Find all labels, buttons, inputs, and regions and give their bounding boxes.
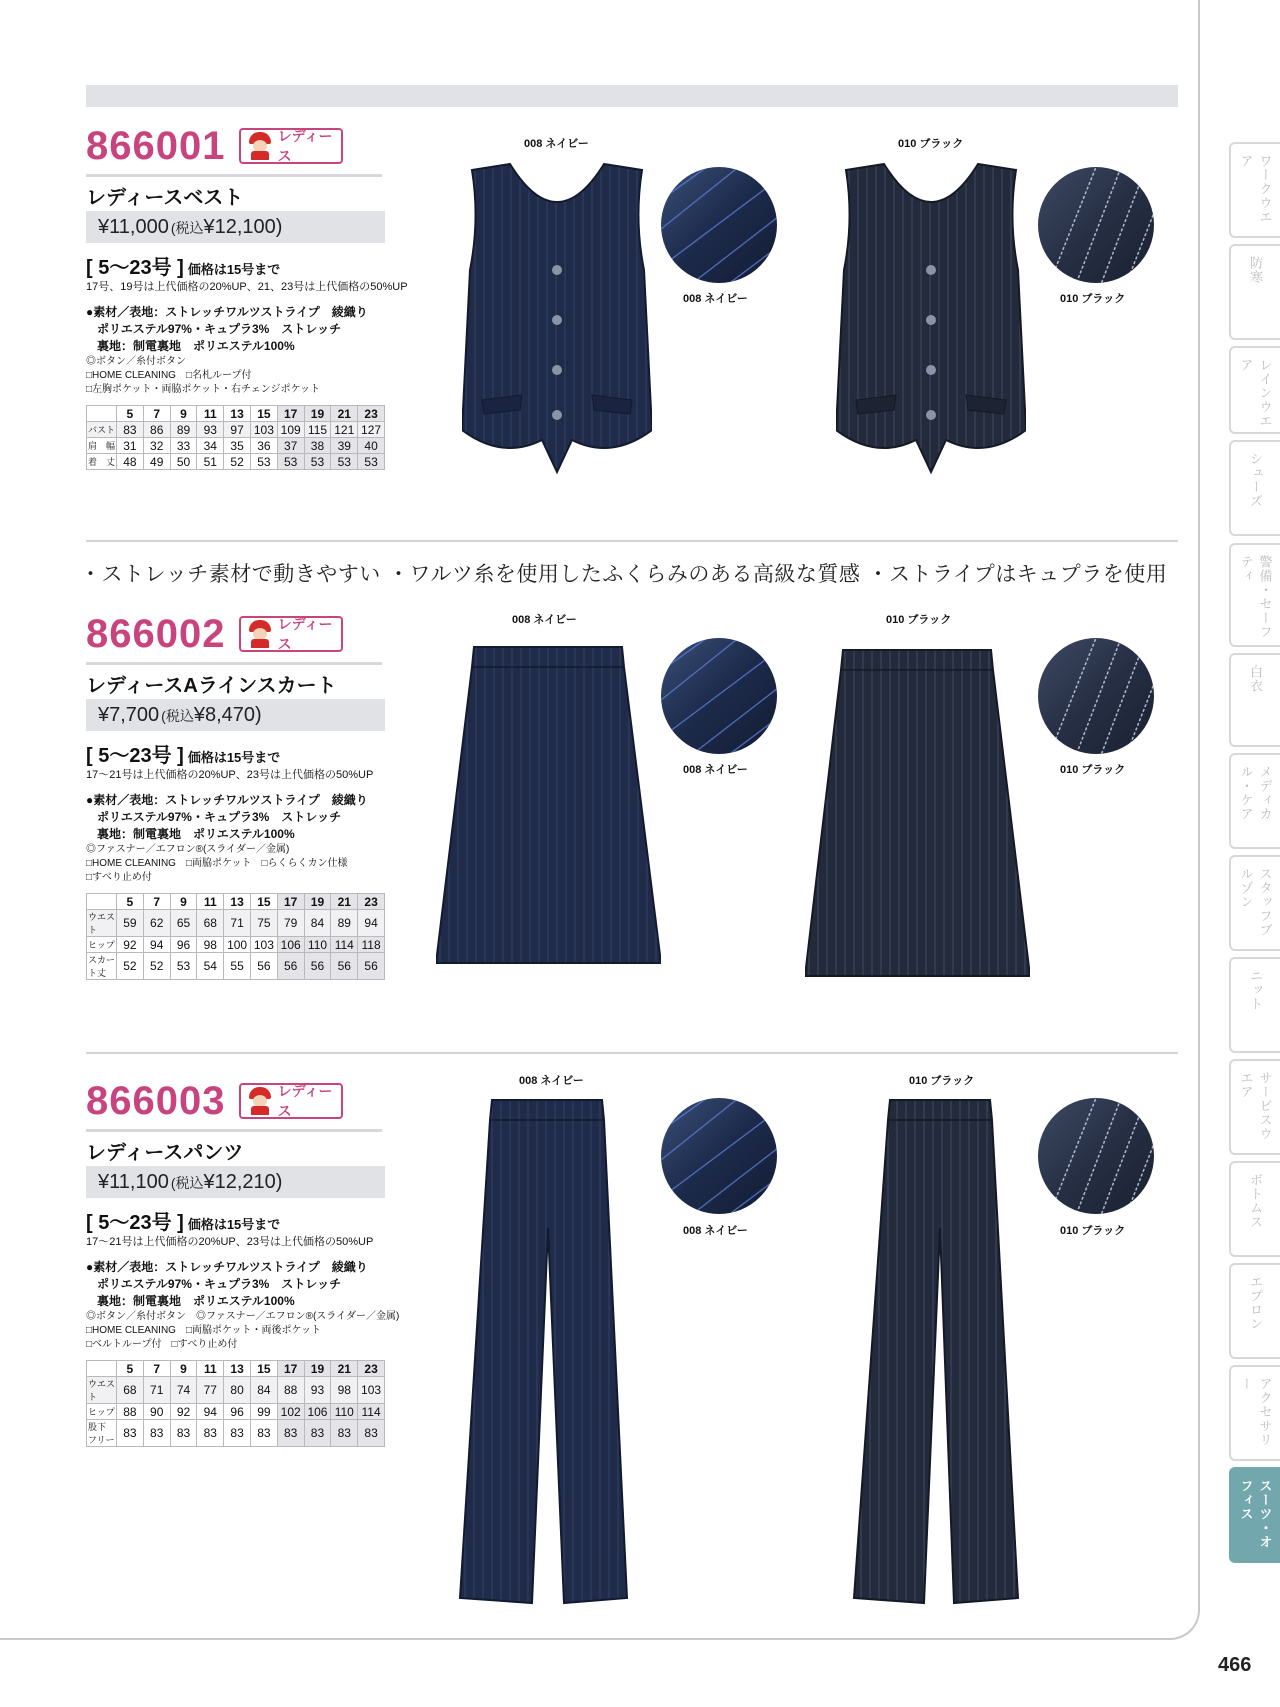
size-value: 90 [143,1404,170,1420]
size-value: 83 [331,1420,358,1447]
side-tab-label: ボトムス [1248,1173,1263,1229]
product-code: 866003 [86,1078,226,1123]
size-header: 7 [143,894,170,910]
size-value: 84 [250,1377,277,1404]
table-row [87,454,385,470]
side-tab-label: 警備・セーフティ [1238,555,1273,639]
table-row [87,1420,385,1447]
feature-line: ◎ボタン／糸付ボタン [86,356,186,367]
spec-line: 裏地：制電裏地 ポリエステル100% [97,827,295,841]
size-value: 115 [304,422,331,438]
skirt-black-image [805,648,1030,983]
price-basis: 価格は15号まで [187,1217,281,1232]
size-value: 48 [117,454,144,470]
size-header: 23 [358,406,385,422]
side-tab-6[interactable] [1229,753,1280,849]
feature-list [86,355,386,397]
size-value: 33 [170,438,197,454]
size-header: 11 [197,894,224,910]
price-basis: 価格は15号まで [187,750,281,765]
size-value: 127 [358,422,385,438]
color-label-swatch: 010 ブラック [1060,1225,1126,1237]
page-number: 466 [1218,1654,1252,1676]
size-value: 71 [224,910,251,937]
product-name: レディースベスト [86,187,244,209]
spec-line: ポリエステル97%・キュプラ3% ストレッチ [97,810,342,824]
size-value: 88 [277,1377,304,1404]
size-value: 83 [143,1420,170,1447]
divider [86,662,382,665]
corner-cell [87,406,117,422]
size-value: 40 [358,438,385,454]
size-value: 83 [197,1420,224,1447]
price: ¥7,700 [98,704,160,726]
size-header: 21 [331,1361,358,1377]
color-label-swatch: 008 ネイビー [683,293,748,305]
size-range-row [86,739,386,767]
size-range: [ 5～23号 ] [86,1212,184,1234]
side-tab-12[interactable] [1229,1365,1280,1461]
color-label-swatch: 008 ネイビー [683,764,748,776]
fabric-swatch-black [1038,167,1154,283]
size-header: 21 [331,406,358,422]
spec-line: ●素材／表地：ストレッチワルツストライプ 綾織り [86,793,368,807]
size-header: 15 [250,406,277,422]
size-value: 77 [197,1377,224,1404]
tax-label: (税込 [170,1175,204,1191]
pants-navy-image [452,1098,642,1608]
spec-line: 裏地：制電裏地 ポリエステル100% [97,1294,295,1308]
row-label: ヒップ [87,937,117,953]
size-header: 15 [250,894,277,910]
size-value: 98 [197,937,224,953]
product-code: 866002 [86,611,226,656]
side-tab-13[interactable] [1229,1467,1280,1563]
product-header [86,609,386,659]
side-tab-label: メディカル・ケア [1238,765,1273,821]
size-header: 17 [277,894,304,910]
color-label-swatch: 010 ブラック [1060,764,1126,776]
divider [86,1129,382,1132]
fabric-swatch-black [1038,638,1154,754]
product-name: レディースAラインスカート [86,675,337,697]
table-row [87,937,385,953]
section-divider [86,1052,1178,1054]
color-label-top: 008 ネイビー [519,1075,584,1087]
size-value: 50 [170,454,197,470]
size-header: 9 [170,1361,197,1377]
side-tab-label: アクセサリー [1238,1377,1273,1447]
size-header: 21 [331,894,358,910]
table-row [87,953,385,980]
size-value: 110 [304,937,331,953]
size-value: 53 [304,454,331,470]
table-row [87,1404,385,1420]
size-value: 80 [224,1377,251,1404]
size-header: 7 [143,406,170,422]
fabric-swatch-navy [661,167,777,283]
color-label-top: 010 ブラック [898,138,964,150]
size-value: 93 [197,422,224,438]
size-value: 56 [331,953,358,980]
size-value: 83 [224,1420,251,1447]
side-tab-5[interactable] [1229,653,1280,747]
ladies-badge [239,616,343,652]
size-value: 53 [170,953,197,980]
size-header: 19 [304,894,331,910]
feature-line: □HOME CLEANING □名札ループ付 [86,370,252,381]
size-value: 56 [358,953,385,980]
side-tab-11[interactable] [1229,1263,1280,1359]
size-value: 53 [331,454,358,470]
size-header: 19 [304,1361,331,1377]
feature-list [86,843,386,885]
size-value: 83 [117,1420,144,1447]
size-value: 99 [250,1404,277,1420]
feature-list [86,1310,400,1352]
row-label: バスト [87,422,117,438]
size-header: 15 [250,1361,277,1377]
product-name: レディースパンツ [86,1142,244,1164]
material-spec [86,1259,386,1310]
size-value: 35 [224,438,251,454]
spec-line: 裏地：制電裏地 ポリエステル100% [97,339,295,353]
price-box [86,1166,385,1198]
mascot-icon [245,619,273,649]
size-header: 11 [197,1361,224,1377]
size-value: 106 [304,1404,331,1420]
material-spec [86,304,386,355]
size-value: 39 [331,438,358,454]
size-value: 109 [277,422,304,438]
size-range: [ 5～23号 ] [86,257,184,279]
size-header-row [87,894,385,910]
size-value: 51 [197,454,224,470]
size-value: 103 [250,422,277,438]
size-value: 75 [250,910,277,937]
ladies-badge [239,1083,343,1119]
size-value: 96 [170,937,197,953]
size-range: [ 5～23号 ] [86,745,184,767]
size-value: 65 [170,910,197,937]
feature-line: □HOME CLEANING □両脇ポケット □らくらくカン仕様 [86,858,348,869]
size-value: 56 [250,953,277,980]
size-value: 52 [143,953,170,980]
side-tab-label: レインウエア [1238,358,1273,428]
feature-line: ・ストレッチ素材で動きやすい ・ワルツ糸を使用したふくらみのある高級な質感 ・ストライプはキュプラを使用 [80,562,1168,586]
size-value: 74 [170,1377,197,1404]
size-value: 84 [304,910,331,937]
size-value: 96 [224,1404,251,1420]
side-tab-8[interactable] [1229,957,1280,1053]
size-header: 23 [358,894,385,910]
product-header [86,121,386,171]
badge-label: レディース [277,128,333,164]
size-value: 56 [304,953,331,980]
size-header: 13 [224,406,251,422]
side-tab-7[interactable] [1229,855,1280,951]
side-tab-9[interactable] [1229,1059,1280,1155]
side-tab-label: スタッフブルゾン [1238,867,1273,937]
size-value: 68 [197,910,224,937]
color-label-top: 010 ブラック [909,1075,975,1087]
spec-line: ●素材／表地：ストレッチワルツストライプ 綾織り [86,1260,368,1274]
size-value: 37 [277,438,304,454]
color-label-top: 010 ブラック [886,614,952,626]
size-header: 13 [224,1361,251,1377]
corner-cell [87,1361,117,1377]
side-tab-label: 白衣 [1248,665,1263,693]
side-tab-label: ワークウエア [1238,154,1273,224]
table-row [87,1377,385,1404]
ladies-badge [239,128,343,164]
side-tab-label: ニット [1248,969,1263,1011]
size-value: 94 [197,1404,224,1420]
size-value: 83 [304,1420,331,1447]
row-label: ウエスト [87,910,117,937]
badge-label: レディース [277,1083,333,1119]
fabric-swatch-black [1038,1098,1154,1214]
size-value: 94 [358,910,385,937]
size-value: 53 [277,454,304,470]
size-header: 5 [117,406,144,422]
size-value: 94 [143,937,170,953]
table-row [87,438,385,454]
size-value: 32 [143,438,170,454]
size-value: 102 [277,1404,304,1420]
price-basis: 価格は15号まで [187,262,281,277]
size-table [86,893,385,980]
price-note: 17～21号は上代価格の20%UP、23号は上代価格の50%UP [86,1236,374,1248]
feature-line: □HOME CLEANING □両脇ポケット・両後ポケット [86,1325,321,1336]
product-header [86,1076,386,1126]
divider [86,174,382,177]
size-header: 9 [170,406,197,422]
size-header: 5 [117,894,144,910]
skirt-navy-image [436,645,661,970]
size-value: 59 [117,910,144,937]
price: ¥11,000 [98,216,169,238]
size-range-row [86,1206,386,1234]
size-value: 53 [358,454,385,470]
tax-price: ¥8,470) [193,704,262,726]
size-header: 17 [277,406,304,422]
fabric-swatch-navy [661,638,777,754]
size-value: 52 [224,454,251,470]
price: ¥11,100 [98,1171,169,1193]
row-label: 股下フリー [87,1420,117,1447]
vest-navy-image [462,160,652,490]
product-block [86,121,408,470]
size-value: 71 [143,1377,170,1404]
feature-line: ◎ファスナー／エフロン®(スライダー／金属) [86,844,290,855]
size-value: 68 [117,1377,144,1404]
badge-label: レディース [277,616,333,652]
vest-black-image [836,160,1026,490]
size-value: 55 [224,953,251,980]
size-value: 83 [170,1420,197,1447]
size-value: 118 [358,937,385,953]
size-table [86,1360,385,1447]
size-value: 31 [117,438,144,454]
size-value: 103 [250,937,277,953]
spec-line: ポリエステル97%・キュプラ3% ストレッチ [97,1277,342,1291]
spec-line: ポリエステル97%・キュプラ3% ストレッチ [97,322,342,336]
size-header: 5 [117,1361,144,1377]
size-value: 100 [224,937,251,953]
side-tab-10[interactable] [1229,1161,1280,1257]
size-value: 92 [117,937,144,953]
size-header: 9 [170,894,197,910]
size-header: 23 [358,1361,385,1377]
corner-cell [87,894,117,910]
side-tab-label: サービスウエア [1238,1071,1273,1141]
tax-price: ¥12,210) [203,1171,283,1193]
pants-black-image [848,1098,1028,1608]
color-label-top: 008 ネイビー [524,138,589,150]
feature-line: □左胸ポケット・両脇ポケット・右チェンジポケット [86,384,320,395]
size-header-row [87,406,385,422]
mascot-icon [245,1086,273,1116]
color-label-top: 008 ネイビー [512,614,577,626]
size-table [86,405,385,470]
product-block [86,1076,400,1447]
size-value: 92 [170,1404,197,1420]
side-tab-label: スーツ・オフィス [1238,1479,1273,1549]
size-value: 79 [277,910,304,937]
size-header: 13 [224,894,251,910]
tax-label: (税込 [161,708,194,724]
size-header: 19 [304,406,331,422]
color-label-swatch: 010 ブラック [1060,293,1126,305]
tax-label: (税込 [170,220,204,236]
size-value: 106 [277,937,304,953]
price-box [86,699,385,731]
price-box [86,211,385,243]
product-code: 866001 [86,123,226,168]
row-label: スカート丈 [87,953,117,980]
row-label: ウエスト [87,1377,117,1404]
table-row [87,910,385,937]
size-value: 97 [224,422,251,438]
feature-line: □すべり止め付 [86,872,152,883]
size-value: 83 [250,1420,277,1447]
price-note: 17号、19号は上代価格の20%UP、21、23号は上代価格の50%UP [86,281,408,293]
feature-line: ◎ボタン／糸付ボタン ◎ファスナー／エフロン®(スライダー／金属) [86,1311,400,1322]
size-value: 93 [304,1377,331,1404]
size-value: 88 [117,1404,144,1420]
size-header: 17 [277,1361,304,1377]
size-value: 89 [170,422,197,438]
size-value: 83 [117,422,144,438]
side-tab-3[interactable] [1229,440,1280,536]
size-value: 114 [358,1404,385,1420]
table-row [87,422,385,438]
size-value: 83 [358,1420,385,1447]
top-bar [86,85,1178,107]
product-block [86,609,386,980]
size-value: 86 [143,422,170,438]
side-tab-4[interactable] [1229,543,1280,647]
size-value: 34 [197,438,224,454]
size-value: 98 [331,1377,358,1404]
side-tab-0[interactable] [1229,142,1280,238]
size-header: 7 [143,1361,170,1377]
side-tab-1[interactable] [1229,244,1280,340]
size-value: 89 [331,910,358,937]
feature-line: □ベルトループ付 □すべり止め付 [86,1339,238,1350]
row-label: 着 丈 [87,454,117,470]
size-range-row [86,251,386,279]
section-divider [86,540,1178,542]
tax-price: ¥12,100) [203,216,283,238]
material-spec [86,792,386,843]
size-value: 110 [331,1404,358,1420]
side-tab-2[interactable] [1229,346,1280,434]
spec-line: ●素材／表地：ストレッチワルツストライプ 綾織り [86,305,368,319]
size-value: 62 [143,910,170,937]
row-label: 肩 幅 [87,438,117,454]
size-value: 36 [250,438,277,454]
size-value: 83 [277,1420,304,1447]
size-value: 38 [304,438,331,454]
side-tab-label: シューズ [1248,452,1263,508]
size-value: 54 [197,953,224,980]
size-header-row [87,1361,385,1377]
size-value: 49 [143,454,170,470]
size-value: 53 [250,454,277,470]
row-label: ヒップ [87,1404,117,1420]
size-value: 103 [358,1377,385,1404]
mascot-icon [245,131,273,161]
size-header: 11 [197,406,224,422]
size-value: 121 [331,422,358,438]
size-value: 52 [117,953,144,980]
side-tab-label: 防寒 [1248,256,1263,284]
side-tab-label: エプロン [1248,1275,1263,1331]
size-value: 56 [277,953,304,980]
fabric-swatch-navy [661,1098,777,1214]
color-label-swatch: 008 ネイビー [683,1225,748,1237]
size-value: 114 [331,937,358,953]
price-note: 17～21号は上代価格の20%UP、23号は上代価格の50%UP [86,769,374,781]
